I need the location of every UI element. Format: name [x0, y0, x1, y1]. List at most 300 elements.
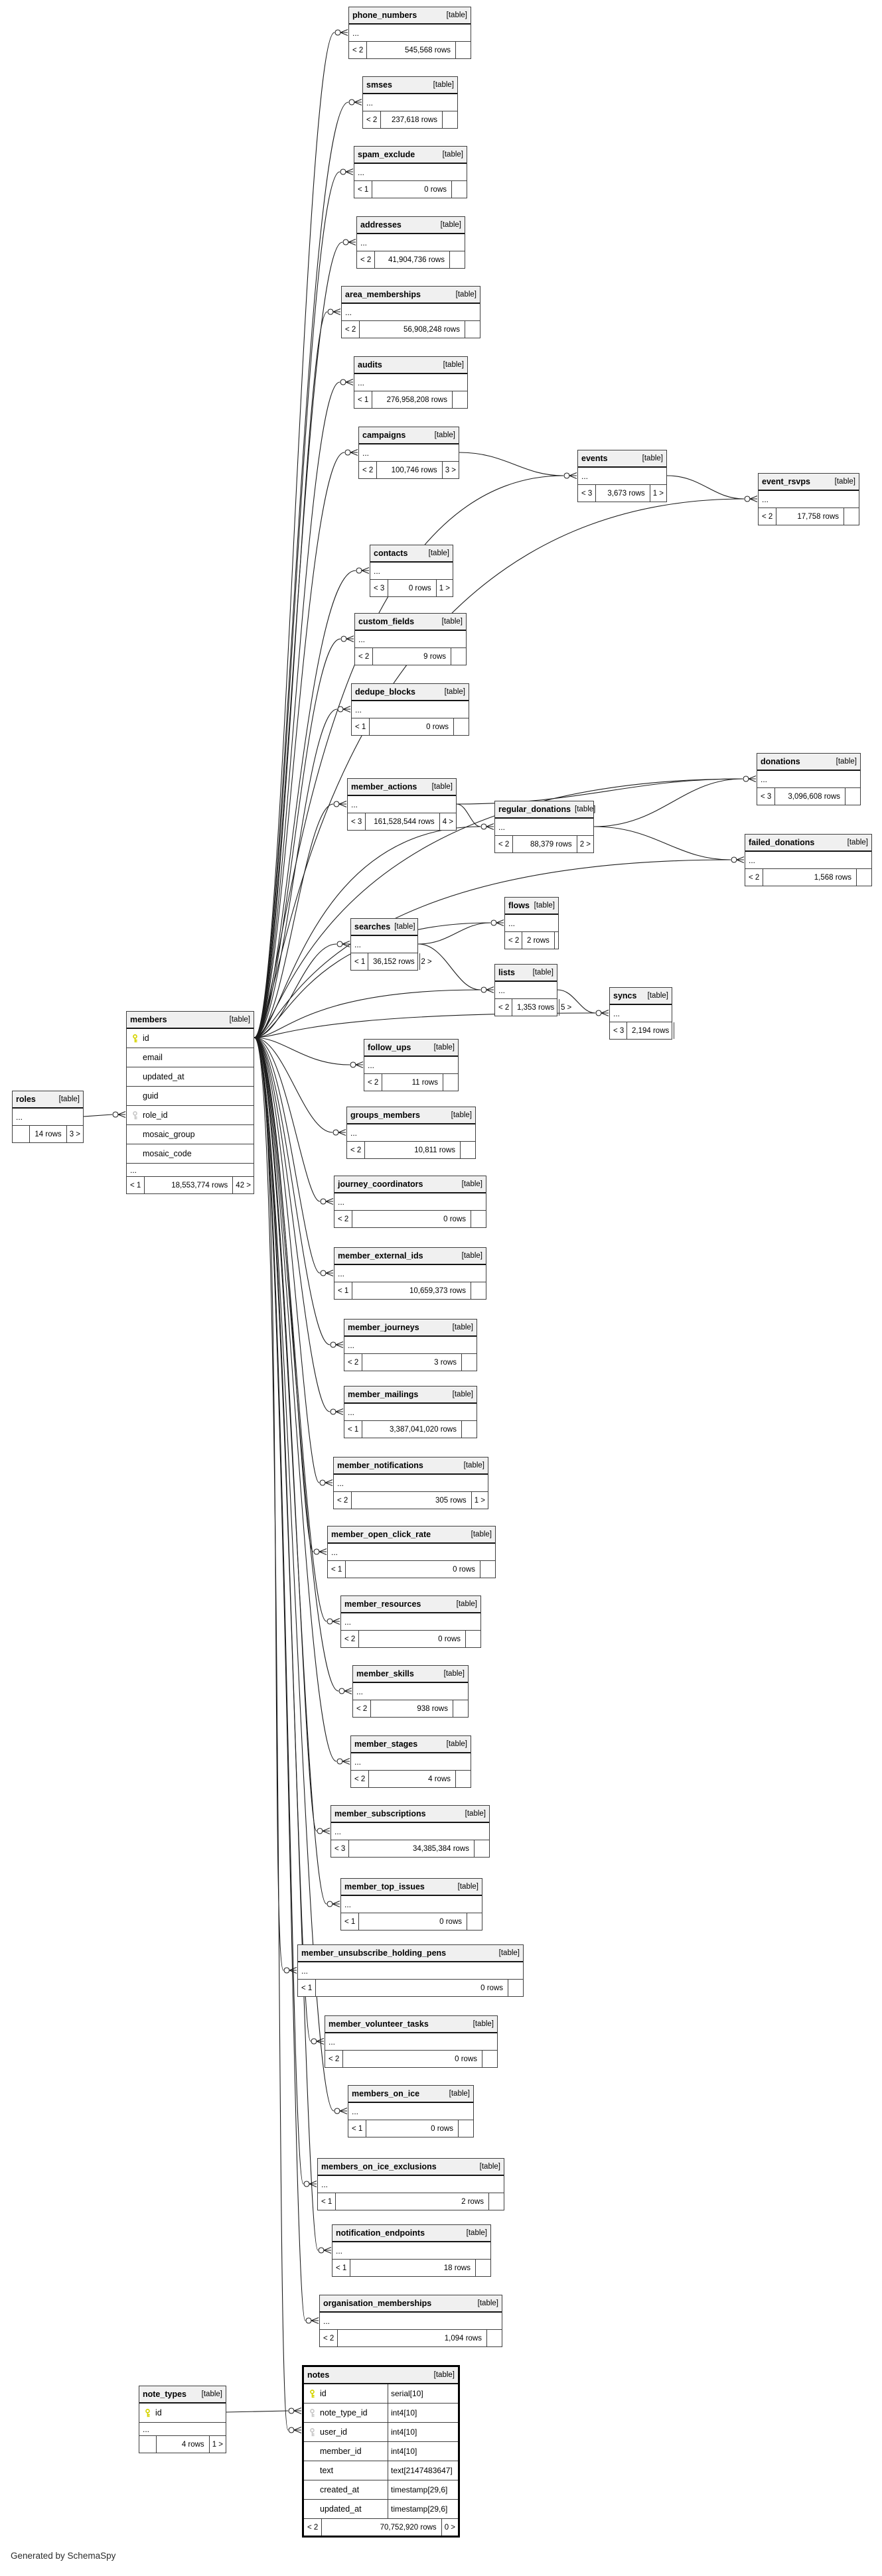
- table-node-organisation-memberships[interactable]: [319, 2295, 502, 2347]
- table-columns: [334, 1265, 486, 1282]
- table-node-syncs[interactable]: [609, 987, 672, 1040]
- child-count: 1 >: [652, 489, 664, 498]
- parent-count: < 1: [298, 1980, 316, 1996]
- table-footer: [341, 1631, 480, 1647]
- child-count: [471, 1282, 486, 1299]
- crow-foot-arrow: [486, 987, 494, 993]
- collapsed-columns-indicator: ...: [495, 982, 557, 999]
- table-type-badge: [table]: [444, 688, 465, 696]
- zero-or-many-circle: [289, 2427, 294, 2433]
- zero-or-many-circle: [327, 1619, 332, 1624]
- table-node-members-on-ice-exclusions[interactable]: [317, 2158, 504, 2210]
- collapsed-columns-indicator: ...: [495, 819, 593, 836]
- table-footer: [332, 2260, 490, 2276]
- table-name: regular_donations: [498, 805, 571, 814]
- child-count: [857, 869, 871, 886]
- table-type-badge: [table]: [433, 1044, 455, 1051]
- table-node-audits[interactable]: [354, 356, 468, 409]
- table-type-badge: [table]: [463, 1461, 484, 1469]
- crow-foot-arrow: [344, 1688, 352, 1694]
- child-count: [466, 1631, 480, 1647]
- table-footer: [505, 932, 558, 949]
- parent-count: < 1: [328, 1561, 346, 1578]
- table-columns: [320, 2313, 502, 2330]
- column-row: [304, 2404, 458, 2423]
- table-columns: [354, 164, 467, 181]
- table-node-member-journeys[interactable]: [344, 1319, 477, 1371]
- table-node-follow-ups[interactable]: [364, 1039, 459, 1091]
- table-header: [325, 2016, 497, 2033]
- table-node-event-rsvps[interactable]: [758, 473, 859, 525]
- child-count: [450, 251, 465, 268]
- table-node-searches[interactable]: [350, 918, 432, 971]
- table-footer: [495, 999, 572, 1016]
- table-node-note-types[interactable]: [139, 2386, 226, 2453]
- table-columns: [331, 1823, 489, 1840]
- table-columns: [334, 1193, 486, 1211]
- collapsed-columns-indicator: ...: [352, 701, 469, 718]
- table-columns: [344, 1337, 477, 1354]
- table-header: [139, 2386, 226, 2404]
- table-footer: [348, 813, 456, 830]
- row-count: 10,811 rows: [365, 1142, 461, 1158]
- table-name: follow_ups: [368, 1043, 411, 1052]
- collapsed-columns-indicator: ...: [610, 1005, 672, 1022]
- table-node-contacts[interactable]: [370, 545, 453, 597]
- table-node-member-stages[interactable]: [350, 1735, 471, 1788]
- child-count: [462, 1421, 477, 1438]
- table-columns: [348, 2103, 473, 2120]
- table-node-member-resources[interactable]: [340, 1595, 481, 1648]
- row-count: 0 rows: [370, 718, 454, 735]
- relationship-edge: [254, 1038, 327, 1904]
- child-count: [454, 718, 469, 735]
- table-footer: [341, 1913, 482, 1930]
- table-columns: [325, 2033, 497, 2051]
- table-columns: [354, 374, 467, 391]
- table-header: [370, 545, 453, 563]
- zero-or-many-circle: [321, 1199, 326, 1204]
- table-node-notification-endpoints[interactable]: [332, 2224, 491, 2277]
- zero-or-many-circle: [289, 2408, 294, 2413]
- table-footer: [351, 953, 432, 970]
- table-header: [759, 474, 859, 491]
- table-footer: [370, 580, 453, 596]
- zero-or-many-circle: [328, 309, 333, 314]
- parent-count: < 2: [363, 111, 381, 128]
- table-footer: [348, 2120, 473, 2137]
- table-type-badge: [table]: [532, 969, 553, 977]
- table-node-member-unsubscribe-holding-pens[interactable]: [297, 1944, 524, 1997]
- table-node-member-top-issues[interactable]: [340, 1878, 482, 1931]
- table-node-addresses[interactable]: [356, 216, 465, 269]
- table-node-area-memberships[interactable]: [341, 286, 480, 338]
- table-name: groups_members: [350, 1111, 420, 1120]
- zero-or-many-circle: [341, 636, 346, 642]
- child-count: [476, 2260, 490, 2276]
- parent-count: < 1: [127, 1177, 145, 1193]
- table-node-member-notifications[interactable]: [333, 1457, 488, 1509]
- table-type-badge: [table]: [642, 454, 663, 462]
- column-type: int4[10]: [388, 2442, 458, 2461]
- primary-key-icon: [304, 2390, 320, 2398]
- table-footer: [357, 251, 465, 268]
- table-node-flows[interactable]: [504, 897, 559, 949]
- table-type-badge: [table]: [479, 2163, 500, 2171]
- table-columns: [349, 25, 471, 42]
- zero-or-many-circle: [306, 2318, 311, 2323]
- table-name: members: [130, 1015, 167, 1024]
- zero-or-many-circle: [349, 100, 354, 105]
- crow-foot-arrow: [350, 450, 358, 456]
- table-name: custom_fields: [358, 617, 415, 626]
- table-name: syncs: [613, 991, 637, 1000]
- column-row: [127, 1144, 254, 1164]
- parent-count: < 2: [349, 42, 367, 58]
- table-node-regular-donations[interactable]: [494, 801, 594, 853]
- child-count: [475, 1840, 489, 1857]
- table-node-journey-coordinators[interactable]: [334, 1176, 486, 1228]
- zero-or-many-circle: [331, 1342, 336, 1347]
- row-count: 3,096,608 rows: [775, 788, 845, 805]
- table-name: phone_numbers: [352, 11, 417, 20]
- table-footer: [325, 2051, 497, 2067]
- column-name: member_id: [320, 2447, 362, 2456]
- collapsed-columns-indicator: ...: [334, 1475, 488, 1492]
- table-type-badge: [table]: [456, 1600, 477, 1608]
- column-name: text: [320, 2466, 334, 2475]
- child-count: [456, 1771, 471, 1787]
- table-node-smses[interactable]: [362, 76, 458, 129]
- table-footer: [344, 1354, 477, 1371]
- crow-foot-arrow: [332, 1619, 340, 1625]
- table-footer: [298, 1980, 523, 1996]
- child-count: [508, 1980, 523, 1996]
- parent-count: < 1: [332, 2260, 350, 2276]
- child-count: 42 >: [236, 1181, 251, 1189]
- zero-or-many-circle: [334, 2108, 340, 2114]
- table-node-member-skills[interactable]: [352, 1665, 469, 1718]
- table-node-notes[interactable]: [302, 2365, 460, 2538]
- table-name: member_volunteer_tasks: [329, 2019, 429, 2029]
- collapsed-columns-indicator: ...: [298, 1962, 523, 1980]
- zero-or-many-circle: [345, 450, 350, 455]
- table-footer: [757, 788, 860, 805]
- table-node-donations[interactable]: [757, 753, 861, 805]
- table-header: [355, 614, 466, 631]
- collapsed-columns-indicator: ...: [745, 852, 871, 869]
- crow-foot-arrow: [342, 1759, 350, 1765]
- collapsed-columns-indicator: ...: [334, 1265, 486, 1282]
- child-count: [465, 321, 480, 338]
- table-type-badge: [table]: [394, 923, 415, 931]
- table-header: [745, 835, 871, 852]
- row-count: 3 rows: [362, 1354, 462, 1371]
- crow-foot-arrow: [333, 309, 340, 315]
- child-count: [844, 508, 859, 525]
- table-node-member-actions[interactable]: [347, 778, 457, 831]
- parent-count: < 1: [354, 181, 372, 198]
- row-count: 161,528,544 rows: [366, 813, 439, 830]
- table-name: audits: [358, 360, 382, 370]
- relationship-edge: [594, 827, 731, 860]
- crow-foot-arrow: [294, 2427, 301, 2433]
- table-type-badge: [table]: [847, 839, 868, 847]
- table-type-badge: [table]: [433, 2371, 455, 2379]
- key-icon: [131, 1111, 139, 1120]
- parent-count: < 2: [351, 1771, 369, 1787]
- table-footer: [344, 1421, 477, 1438]
- table-name: member_mailings: [348, 1390, 419, 1399]
- crow-foot-arrow: [338, 1130, 346, 1136]
- table-columns: [495, 982, 557, 999]
- row-count: 2 rows: [336, 2193, 489, 2210]
- parent-count: < 2: [364, 1074, 382, 1091]
- collapsed-columns-indicator: ...: [341, 1613, 480, 1631]
- table-node-member-subscriptions[interactable]: [331, 1805, 490, 1858]
- table-name: member_open_click_rate: [331, 1530, 431, 1539]
- relationship-edge: [459, 452, 563, 476]
- collapsed-columns-indicator: ...: [757, 771, 860, 788]
- parent-count: < 2: [341, 1631, 359, 1647]
- column-type: int4[10]: [388, 2404, 458, 2422]
- table-name: events: [581, 454, 608, 463]
- column-row: [139, 2404, 226, 2423]
- column-row: [304, 2500, 458, 2519]
- table-header: [357, 217, 465, 234]
- table-name: member_external_ids: [338, 1251, 423, 1260]
- key-icon: [309, 2428, 316, 2437]
- table-type-badge: [table]: [446, 11, 467, 19]
- row-count: 3,387,041,020 rows: [362, 1421, 462, 1438]
- parent-count: < 2: [505, 932, 522, 949]
- column-name: mosaic_code: [143, 1149, 192, 1158]
- parent-count: [13, 1126, 30, 1142]
- table-name: addresses: [360, 220, 402, 230]
- table-header: [351, 919, 417, 936]
- column-row: [127, 1087, 254, 1106]
- foreign-key-icon: [304, 2428, 320, 2437]
- table-footer: [351, 1771, 471, 1787]
- child-count: [453, 1700, 468, 1717]
- table-name: dedupe_blocks: [355, 687, 415, 697]
- table-footer: [759, 508, 859, 525]
- table-name: member_notifications: [337, 1461, 423, 1470]
- table-footer: [139, 2436, 226, 2453]
- parent-count: < 1: [352, 718, 370, 735]
- table-type-badge: [table]: [441, 618, 463, 626]
- table-node-roles[interactable]: [12, 1091, 84, 1143]
- zero-or-many-circle: [337, 1759, 342, 1764]
- child-count: 1 >: [212, 2440, 223, 2449]
- crow-foot-arrow: [354, 100, 362, 105]
- column-name: mosaic_group: [143, 1130, 195, 1139]
- crow-foot-arrow: [336, 1409, 343, 1415]
- table-columns: [304, 2384, 458, 2519]
- collapsed-columns-indicator: ...: [349, 25, 471, 42]
- child-count: 2 >: [579, 840, 591, 848]
- row-count: 36,152 rows: [368, 953, 420, 970]
- table-type-badge: [table]: [449, 2090, 470, 2098]
- table-node-events[interactable]: [577, 450, 667, 502]
- child-count: [555, 932, 569, 949]
- table-footer: [328, 1561, 495, 1578]
- row-count: 88,379 rows: [513, 836, 577, 852]
- table-header: [347, 1107, 475, 1124]
- table-name: journey_coordinators: [338, 1180, 423, 1189]
- parent-count: < 1: [348, 2120, 366, 2137]
- zero-or-many-circle: [338, 707, 343, 712]
- zero-or-many-circle: [731, 857, 737, 862]
- table-node-failed-donations[interactable]: [745, 834, 872, 886]
- table-name: donations: [761, 757, 800, 766]
- column-row: [127, 1067, 254, 1087]
- table-footer: [355, 648, 466, 665]
- table-name: searches: [354, 922, 391, 931]
- crow-foot-arrow: [343, 707, 350, 712]
- table-columns: [344, 1404, 477, 1421]
- crow-foot-arrow: [496, 920, 504, 926]
- table-footer: [334, 1282, 486, 1299]
- table-type-badge: [table]: [466, 2229, 487, 2237]
- table-columns: [347, 1124, 475, 1142]
- table-node-lists[interactable]: [494, 964, 572, 1016]
- table-footer: [127, 1177, 254, 1193]
- table-header: [354, 357, 467, 374]
- table-footer: [495, 836, 593, 852]
- crow-foot-arrow: [750, 496, 757, 502]
- table-columns: [332, 2242, 490, 2260]
- parent-count: [139, 2436, 157, 2453]
- parent-count: < 2: [325, 2051, 343, 2067]
- column-row: [127, 1106, 254, 1125]
- crow-foot-arrow: [324, 2248, 331, 2254]
- parent-count: < 2: [320, 2330, 338, 2346]
- table-columns: [357, 234, 465, 251]
- child-count: [487, 2330, 502, 2346]
- table-columns: [13, 1109, 83, 1126]
- crow-foot-arrow: [311, 2318, 319, 2324]
- relationship-edge: [226, 2411, 288, 2412]
- table-type-badge: [table]: [428, 549, 449, 557]
- zero-or-many-circle: [284, 1968, 289, 1973]
- child-count: [453, 391, 467, 408]
- row-count: 938 rows: [371, 1700, 453, 1717]
- table-type-badge: [table]: [455, 291, 477, 299]
- table-footer: [353, 1700, 468, 1717]
- collapsed-columns-indicator: ...: [334, 1193, 486, 1211]
- collapsed-columns-indicator: ...: [318, 2176, 504, 2193]
- table-node-members[interactable]: [126, 1011, 254, 1194]
- row-count: 0 rows: [359, 1913, 467, 1930]
- collapsed-columns-indicator: ...: [331, 1823, 489, 1840]
- table-type-badge: [table]: [443, 1670, 465, 1678]
- table-header: [364, 1040, 458, 1057]
- collapsed-columns-indicator: ...: [344, 1404, 477, 1421]
- relationship-edge: [254, 1038, 317, 1831]
- table-name: note_types: [143, 2390, 186, 2399]
- table-node-member-open-click-rate[interactable]: [327, 1526, 496, 1578]
- child-count: [451, 648, 466, 665]
- column-row: [304, 2384, 458, 2404]
- table-node-spam-exclude[interactable]: [354, 146, 467, 198]
- table-node-dedupe-blocks[interactable]: [351, 683, 469, 736]
- row-count: 545,568 rows: [367, 42, 456, 58]
- column-row: [127, 1029, 254, 1048]
- table-node-campaigns[interactable]: [358, 427, 459, 479]
- table-name: member_top_issues: [344, 1882, 425, 1891]
- relationship-edge: [254, 1038, 332, 1132]
- table-type-badge: [table]: [58, 1095, 80, 1103]
- table-header: [334, 1457, 488, 1475]
- child-count: [461, 1142, 475, 1158]
- relationship-edge: [457, 804, 480, 827]
- crow-foot-arrow: [486, 824, 494, 830]
- foreign-key-icon: [127, 1111, 143, 1120]
- table-columns: [505, 915, 558, 932]
- table-header: [334, 1248, 486, 1265]
- crow-foot-arrow: [362, 568, 369, 574]
- row-count: 2,194 rows: [627, 1022, 674, 1039]
- collapsed-columns-indicator: ...: [344, 1337, 477, 1354]
- column-name: user_id: [320, 2427, 347, 2437]
- zero-or-many-circle: [320, 1480, 325, 1485]
- table-node-member-volunteer-tasks[interactable]: [325, 2015, 498, 2068]
- foreign-key-icon: [304, 2409, 320, 2417]
- table-name: member_actions: [351, 782, 417, 791]
- child-count: 1 >: [474, 1496, 485, 1505]
- table-name: flows: [508, 901, 530, 910]
- table-node-groups-members[interactable]: [346, 1107, 476, 1159]
- collapsed-columns-indicator: ...: [342, 304, 480, 321]
- relationship-edge: [84, 1115, 112, 1117]
- row-count: 56,908,248 rows: [360, 321, 465, 338]
- zero-or-many-circle: [743, 776, 749, 781]
- table-name: contacts: [374, 549, 408, 558]
- table-node-member-external-ids[interactable]: [334, 1247, 486, 1300]
- zero-or-many-circle: [314, 1549, 319, 1554]
- table-node-phone-numbers[interactable]: [348, 7, 471, 59]
- table-footer: [349, 42, 471, 58]
- row-count: 0 rows: [316, 1980, 508, 1996]
- collapsed-columns-indicator: ...: [370, 563, 453, 580]
- table-node-members-on-ice[interactable]: [348, 2085, 474, 2137]
- row-count: 0 rows: [366, 2120, 459, 2137]
- zero-or-many-circle: [343, 239, 348, 245]
- table-node-member-mailings[interactable]: [344, 1386, 477, 1438]
- table-name: organisation_memberships: [323, 2299, 432, 2308]
- row-count: 4 rows: [157, 2436, 210, 2453]
- table-name: members_on_ice: [352, 2089, 420, 2098]
- child-count: 1 >: [439, 584, 450, 592]
- relationship-edge: [254, 242, 342, 1038]
- column-row: [304, 2480, 458, 2500]
- child-count: 5 >: [560, 1003, 572, 1012]
- table-name: spam_exclude: [358, 150, 415, 159]
- zero-or-many-circle: [596, 1010, 601, 1016]
- relationship-edge: [594, 779, 743, 827]
- table-columns: [610, 1005, 672, 1022]
- collapsed-columns-indicator: ...: [351, 1753, 471, 1771]
- crow-foot-arrow: [336, 1342, 343, 1348]
- parent-count: < 2: [353, 1700, 371, 1717]
- table-columns: [353, 1683, 468, 1700]
- column-name: created_at: [320, 2485, 360, 2494]
- column-row: [304, 2442, 458, 2461]
- table-node-custom-fields[interactable]: [354, 613, 467, 665]
- collapsed-columns-indicator: ...: [328, 1544, 495, 1561]
- table-columns: [342, 304, 480, 321]
